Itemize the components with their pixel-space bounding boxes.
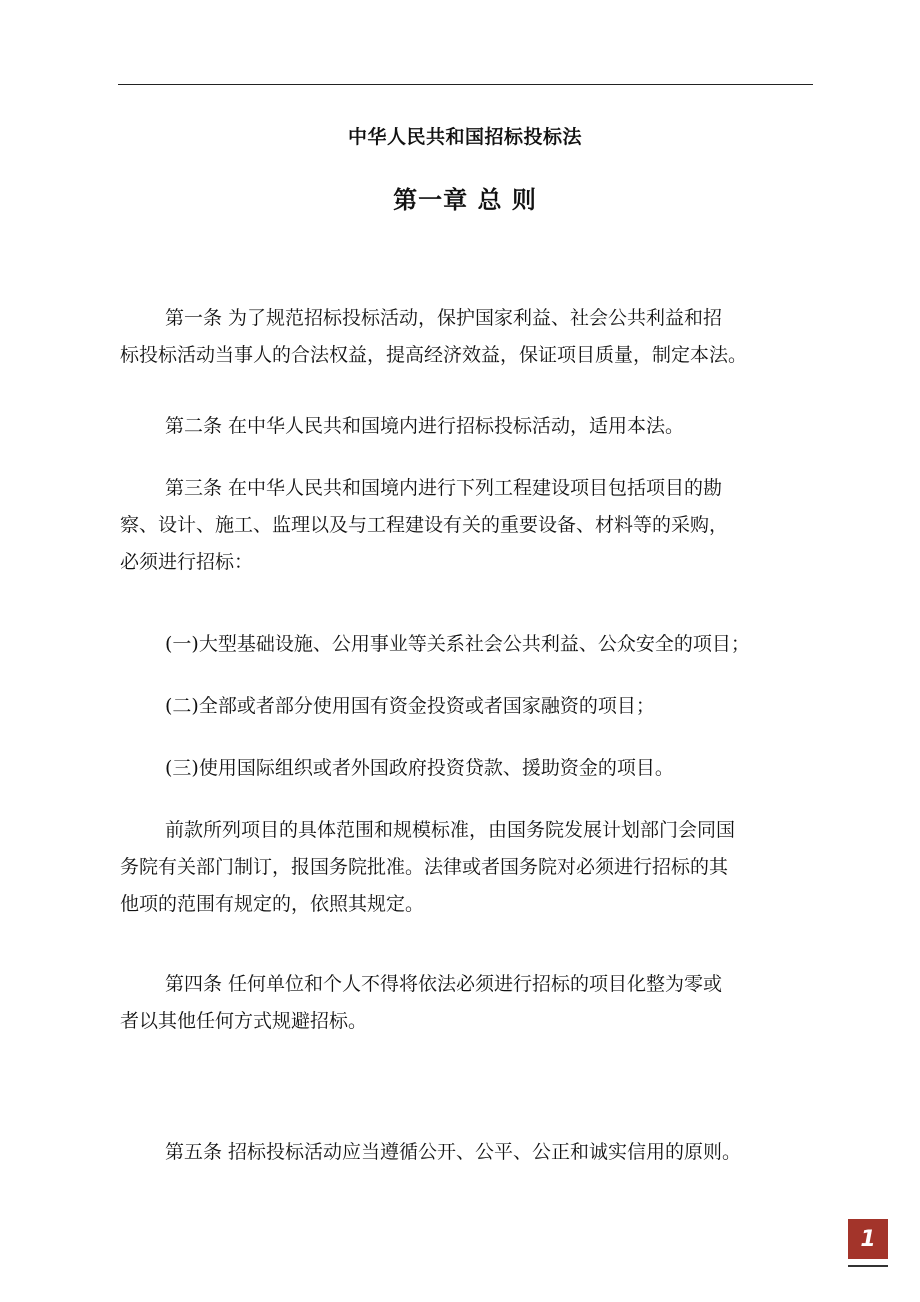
paragraph-line: 他项的范围有规定的，依照其规定。: [120, 893, 425, 915]
paragraph-line: (一)大型基础设施、公用事业等关系社会公共利益、公众安全的项目；: [165, 633, 750, 655]
list-item-2: [120, 688, 820, 725]
paragraph-line: 标投标活动当事人的合法权益，提高经济效益，保证项目质量，制定本法。: [120, 344, 748, 366]
paragraph-article-3: [120, 470, 820, 581]
paragraph-line: 务院有关部门制订，报国务院批准。法律或者国务院对必须进行招标的其: [120, 856, 729, 878]
paragraph-line: (三)使用国际组织或者外国政府投资贷款、援助资金的项目。: [165, 757, 674, 779]
page-number-underline: [848, 1265, 888, 1267]
paragraph-line: 前款所列项目的具体范围和规模标准，由国务院发展计划部门会同国: [165, 819, 736, 841]
header-rule: [118, 84, 813, 85]
paragraph-line: 第五条 招标投标活动应当遵循公开、公平、公正和诚实信用的原则。: [165, 1141, 742, 1163]
paragraph-article-5: [120, 1134, 820, 1171]
paragraph-line: 察、设计、施工、监理以及与工程建设有关的重要设备、材料等的采购，: [120, 514, 729, 536]
paragraph-article-2: [120, 408, 820, 445]
paragraph-line: 第三条 在中华人民共和国境内进行下列工程建设项目包括项目的勘: [165, 477, 723, 499]
paragraph-article-4: [120, 966, 820, 1040]
paragraph-line: 必须进行招标：: [120, 551, 254, 573]
paragraph-line: 第一条 为了规范招标投标活动，保护国家利益、社会公共利益和招: [165, 307, 723, 329]
paragraph-line: 者以其他任何方式规避招标。: [120, 1010, 368, 1032]
chapter-title: 第一章 总 则: [393, 185, 537, 214]
list-item-1: [120, 626, 820, 663]
law-title: 中华人民共和国招标投标法: [347, 126, 582, 148]
page-number-badge: 1: [848, 1219, 888, 1259]
paragraph-article-1: [120, 300, 820, 374]
list-item-3: [120, 750, 820, 787]
paragraph-line: 第四条 任何单位和个人不得将依法必须进行招标的项目化整为零或: [165, 973, 723, 995]
paragraph-supplement: [120, 812, 820, 923]
paragraph-line: (二)全部或者部分使用国有资金投资或者国家融资的项目；: [165, 695, 655, 717]
paragraph-line: 第二条 在中华人民共和国境内进行招标投标活动，适用本法。: [165, 415, 685, 437]
